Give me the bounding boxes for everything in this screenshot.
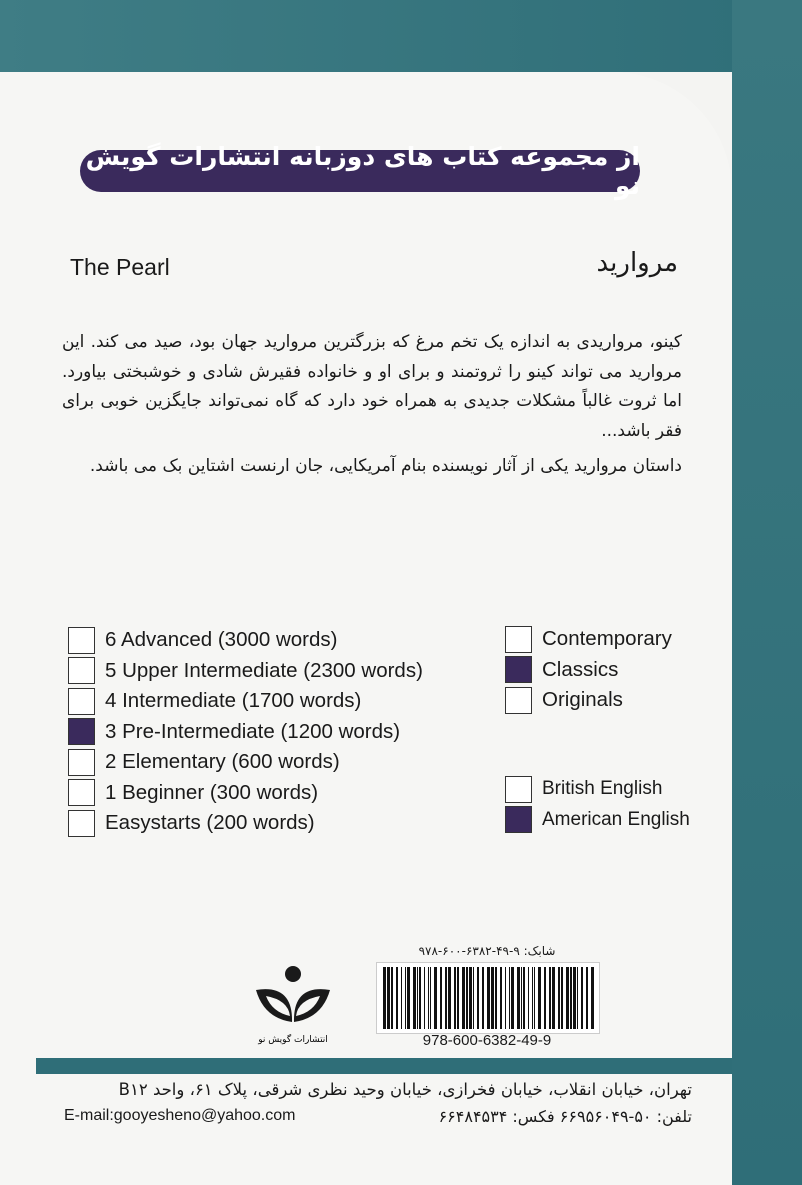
title-persian: مروارید bbox=[596, 248, 678, 278]
level-label: 3 Pre-Intermediate (1200 words) bbox=[105, 719, 401, 743]
barcode-bar bbox=[419, 967, 421, 1029]
checkbox bbox=[68, 810, 95, 837]
footer-strip bbox=[36, 1058, 732, 1074]
barcode-bar bbox=[570, 967, 572, 1029]
barcode-bar bbox=[482, 967, 484, 1029]
barcode-bar bbox=[558, 967, 560, 1029]
barcode-bar bbox=[428, 967, 429, 1029]
publisher-address: تهران، خیابان انقلاب، خیابان فخرازی، خیابان وحید نظری شرقی، پلاک ۶۱، واحد B۱۲ bbox=[118, 1080, 692, 1099]
barcode-bar bbox=[511, 967, 514, 1029]
checkbox bbox=[505, 776, 532, 803]
barcode-bar bbox=[505, 967, 506, 1029]
language-row bbox=[505, 805, 690, 836]
barcode-bar bbox=[487, 967, 490, 1029]
type-checklist bbox=[505, 624, 672, 716]
barcode-bar bbox=[538, 967, 541, 1029]
level-row bbox=[68, 808, 423, 839]
barcode-bar bbox=[581, 967, 583, 1029]
barcode-bar bbox=[457, 967, 459, 1029]
barcode-bar bbox=[434, 967, 437, 1029]
level-label: 2 Elementary (600 words) bbox=[105, 750, 340, 774]
level-label: 4 Intermediate (1700 words) bbox=[105, 689, 362, 713]
barcode-bar bbox=[491, 967, 494, 1029]
description-paragraph: داستان مروارید یکی از آثار نویسنده بنام آمریکایی، جان ارنست اشتاین بک می باشد. bbox=[89, 456, 682, 476]
barcode-bar bbox=[586, 967, 588, 1029]
level-row bbox=[68, 778, 423, 809]
checkbox bbox=[68, 688, 95, 715]
level-label: 6 Advanced (3000 words) bbox=[105, 628, 338, 652]
barcode-bar bbox=[430, 967, 431, 1029]
isbn-english: 978-600-6382-49-9 bbox=[422, 1032, 552, 1049]
type-row bbox=[505, 655, 672, 686]
barcode-bar bbox=[544, 967, 546, 1029]
barcode-bar bbox=[401, 967, 402, 1029]
level-row bbox=[68, 686, 423, 717]
series-banner bbox=[80, 142, 640, 200]
type-row bbox=[505, 624, 672, 655]
barcode-bar bbox=[477, 967, 479, 1029]
publisher-email: E-mail:gooyesheno@yahoo.com bbox=[64, 1107, 296, 1124]
level-label: Easystarts (200 words) bbox=[105, 811, 315, 835]
level-row bbox=[68, 625, 423, 656]
barcode-bar bbox=[534, 967, 535, 1029]
barcode-bar bbox=[473, 967, 474, 1029]
barcode-bar bbox=[391, 967, 393, 1029]
checkbox bbox=[68, 718, 95, 745]
checkbox bbox=[505, 656, 532, 683]
barcode-bar bbox=[387, 967, 390, 1029]
barcode-bar bbox=[523, 967, 525, 1029]
barcode-bar bbox=[500, 967, 502, 1029]
description-paragraph: کینو، مرواریدی به اندازه یک تخم مرغ که بزرگترین مروارید جهان بود، صید می کند. این مروارید می تواند کینو را ثروتمند و برای او و خانواده فقیرش شادی و خوشبختی بیاورد. اما ثروت غالباً مشکلات جدیدی به همراه خود دارد که گاه نمی‌تواند جایگزین خوبی برای فقر باشد... bbox=[62, 332, 682, 441]
barcode-bar bbox=[517, 967, 520, 1029]
level-row bbox=[68, 717, 423, 748]
level-row bbox=[68, 747, 423, 778]
type-label: Contemporary bbox=[542, 627, 672, 651]
book-description bbox=[62, 328, 682, 482]
barcode-bar bbox=[466, 967, 468, 1029]
barcode-bar bbox=[383, 967, 386, 1029]
checkbox bbox=[505, 687, 532, 714]
barcode-bar bbox=[532, 967, 533, 1029]
barcode-bar bbox=[549, 967, 551, 1029]
language-checklist bbox=[505, 774, 690, 835]
language-label: American English bbox=[542, 808, 690, 830]
barcode bbox=[376, 962, 600, 1034]
language-label: British English bbox=[542, 778, 663, 800]
teal-border-right bbox=[732, 0, 802, 1185]
level-checklist bbox=[68, 625, 423, 839]
title-english: The Pearl bbox=[70, 254, 170, 280]
barcode-bar bbox=[396, 967, 398, 1029]
teal-border-top bbox=[0, 0, 802, 72]
barcode-bar bbox=[573, 967, 576, 1029]
checkbox bbox=[68, 627, 95, 654]
logo-text: انتشارات گویش نو bbox=[258, 1035, 328, 1045]
barcode-bar bbox=[462, 967, 465, 1029]
barcode-bar bbox=[591, 967, 594, 1029]
type-label: Originals bbox=[542, 688, 623, 712]
level-label: 5 Upper Intermediate (2300 words) bbox=[105, 658, 423, 682]
barcode-bar bbox=[454, 967, 456, 1029]
checkbox bbox=[68, 749, 95, 776]
barcode-bar bbox=[566, 967, 569, 1029]
barcode-bar bbox=[405, 967, 406, 1029]
level-label: 1 Beginner (300 words) bbox=[105, 780, 319, 804]
barcode-bar bbox=[424, 967, 425, 1029]
checkbox bbox=[505, 626, 532, 653]
barcode-bar bbox=[407, 967, 410, 1029]
barcode-bar bbox=[509, 967, 510, 1029]
type-label: Classics bbox=[542, 657, 619, 681]
type-row bbox=[505, 685, 672, 716]
publisher-logo bbox=[248, 960, 338, 1050]
barcode-bar bbox=[528, 967, 529, 1029]
series-banner-text: از مجموعه کتاب های دوزبانه انتشارات گویش نو bbox=[85, 142, 640, 200]
barcode-bar bbox=[440, 967, 442, 1029]
barcode-bar bbox=[445, 967, 447, 1029]
barcode-bar bbox=[521, 967, 522, 1029]
language-row bbox=[505, 774, 690, 805]
barcode-bar bbox=[417, 967, 418, 1029]
barcode-bar bbox=[561, 967, 563, 1029]
checkbox bbox=[68, 657, 95, 684]
barcode-bar bbox=[495, 967, 497, 1029]
barcode-bar bbox=[448, 967, 451, 1029]
level-row bbox=[68, 656, 423, 687]
barcode-bar bbox=[413, 967, 416, 1029]
barcode-bar bbox=[469, 967, 472, 1029]
barcode-bar bbox=[577, 967, 578, 1029]
checkbox bbox=[505, 806, 532, 833]
checkbox bbox=[68, 779, 95, 806]
isbn-persian: شابک: ۹-۴۹-۶۳۸۲-۶۰۰-۹۷۸ bbox=[418, 944, 556, 958]
barcode-bar bbox=[552, 967, 555, 1029]
publisher-phone: تلفن: ۵۰-۶۶۹۵۶۰۴۹ فکس: ۶۶۴۸۴۵۳۴ bbox=[438, 1107, 692, 1126]
